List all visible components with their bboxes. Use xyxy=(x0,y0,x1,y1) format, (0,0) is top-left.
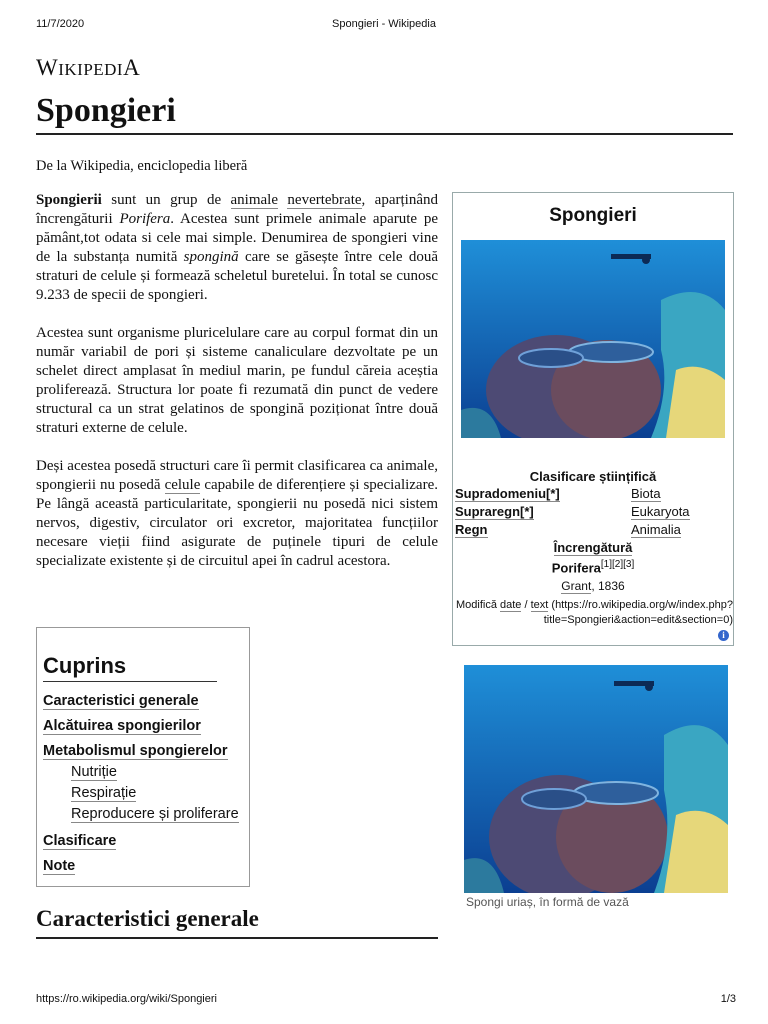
classification-heading: Clasificare științifică xyxy=(529,469,657,484)
page-title: Spongieri xyxy=(36,92,733,135)
tagline: De la Wikipedia, enciclopedia liberă xyxy=(36,158,248,174)
lead-term: Spongierii xyxy=(36,192,102,208)
toc-item[interactable]: Metabolismul spongierelor xyxy=(43,743,228,759)
edit-date-link[interactable]: date xyxy=(500,599,522,611)
rank-supradomeniu-link[interactable]: Supradomeniu[*] xyxy=(455,486,560,501)
text-run xyxy=(278,192,287,208)
taxon-name xyxy=(453,559,733,575)
text-run: care se găsește între cele două straturi de celule și formează scheletul buretelui. În total se cunosc 9.233 de specii de spongieri. xyxy=(36,249,438,303)
edit-prefix: Modifică xyxy=(455,599,501,611)
toc-item[interactable]: Alcătuirea spongierilor xyxy=(43,718,201,734)
rank-heading-link[interactable]: Încrengătură xyxy=(553,540,633,555)
edit-url-part-1: (https://ro.wikipedia.org/w/index.php? xyxy=(548,599,733,611)
text-run: Deși acestea posedă structuri care îi permit clasificarea ca animale, spongierii nu posedă xyxy=(36,458,438,493)
sponge-photo-graphic xyxy=(461,240,725,438)
edit-note xyxy=(453,598,733,628)
figure-photo[interactable] xyxy=(464,665,728,893)
authority-year: , 1836 xyxy=(591,579,625,593)
italic-porifera: Porifera xyxy=(119,211,171,227)
value-biota-link[interactable]: Biota xyxy=(631,486,661,501)
link-celule[interactable]: celule xyxy=(164,477,201,493)
edit-sep: / xyxy=(521,599,531,611)
print-date: 11/7/2020 xyxy=(36,18,85,30)
rank-heading xyxy=(453,540,733,555)
section-heading: Caracteristici generale xyxy=(36,906,438,939)
print-url: https://ro.wikipedia.org/wiki/Spongieri xyxy=(36,993,217,1005)
intro-paragraph xyxy=(36,191,438,305)
text-run: , aparținând încrengăturii xyxy=(36,192,438,227)
text-run: capabile de diferențiere și specializare. Pe lângă această particularitate, spongierii nu posedă nici sistem nervos, digestiv, circulator ori excretor, majoritatea funcțiilor necesare vieții fiind asigurate de puținele tipuri de celule specializate existente și de circuitul apei în cadrul acestora. xyxy=(36,477,438,569)
edit-url-part-2: title=Spongieri&action=edit&section=0) xyxy=(543,614,733,626)
print-page-title: Spongieri - Wikipedia xyxy=(332,18,436,30)
logo-initial: W xyxy=(36,55,59,80)
taxobox xyxy=(452,192,734,646)
logo-middle: IKIPEDI xyxy=(58,60,124,79)
toc-item[interactable]: Note xyxy=(43,858,76,874)
toc-item[interactable]: Clasificare xyxy=(43,833,117,849)
infobox-title: Spongieri xyxy=(549,205,637,226)
taxon-refs[interactable]: [1][2][3] xyxy=(600,559,635,570)
rank-regn-link[interactable]: Regn xyxy=(455,522,488,537)
toc-item[interactable]: Caracteristici generale xyxy=(43,693,199,709)
figure-caption: Spongi uriaș, în formă de vază xyxy=(466,895,629,909)
toc-subitem[interactable]: Reproducere și proliferare xyxy=(71,806,239,822)
edit-text-link[interactable]: text xyxy=(530,599,549,611)
structure-paragraph: Acestea sunt organisme pluricelulare care au corpul format din un număr variabil de pori și sisteme canaliculare dezvoltate pe un schelet direct amplasat în mediul marin, pe fundul căreia aceștia proliferează. Structura lor poate fi rezumată din punct de vedere structural ca un strat gelatinos de spongină poziționat între două straturi externe de celule. xyxy=(36,325,438,436)
table-of-contents xyxy=(36,627,250,887)
rank-supraregn-link[interactable]: Supraregn[*] xyxy=(455,504,534,519)
value-animalia-link[interactable]: Animalia xyxy=(631,522,681,537)
italic-spongina: spongină xyxy=(183,249,239,265)
taxon-label: Porifera xyxy=(551,560,601,576)
info-icon[interactable]: i xyxy=(718,630,729,641)
value-eukaryota-link[interactable]: Eukaryota xyxy=(631,504,690,519)
toc-title: Cuprins xyxy=(43,653,217,682)
figure-photo-graphic xyxy=(464,665,728,893)
article-body xyxy=(36,191,438,590)
toc-subitem[interactable]: Nutriție xyxy=(71,764,117,780)
link-animale[interactable]: animale xyxy=(230,192,278,208)
link-nevertebrate[interactable]: nevertebrate xyxy=(287,192,362,208)
sponge-photo[interactable] xyxy=(461,240,725,438)
authority-link[interactable]: Grant xyxy=(561,579,592,593)
print-page-number: 1/3 xyxy=(720,993,736,1005)
classification-paragraph xyxy=(36,457,438,571)
logo-final: A xyxy=(123,55,141,80)
toc-subitem[interactable]: Respirație xyxy=(71,785,137,801)
wikipedia-logo[interactable] xyxy=(36,55,140,81)
text-run: sunt un grup de xyxy=(101,192,231,208)
taxon-authority xyxy=(453,579,733,593)
text-run: . Acestea sunt primele animale aparute pe pământ,tot odata si cele mai simple. Denumirea de spongieri vine de la substanța numită xyxy=(36,211,438,265)
